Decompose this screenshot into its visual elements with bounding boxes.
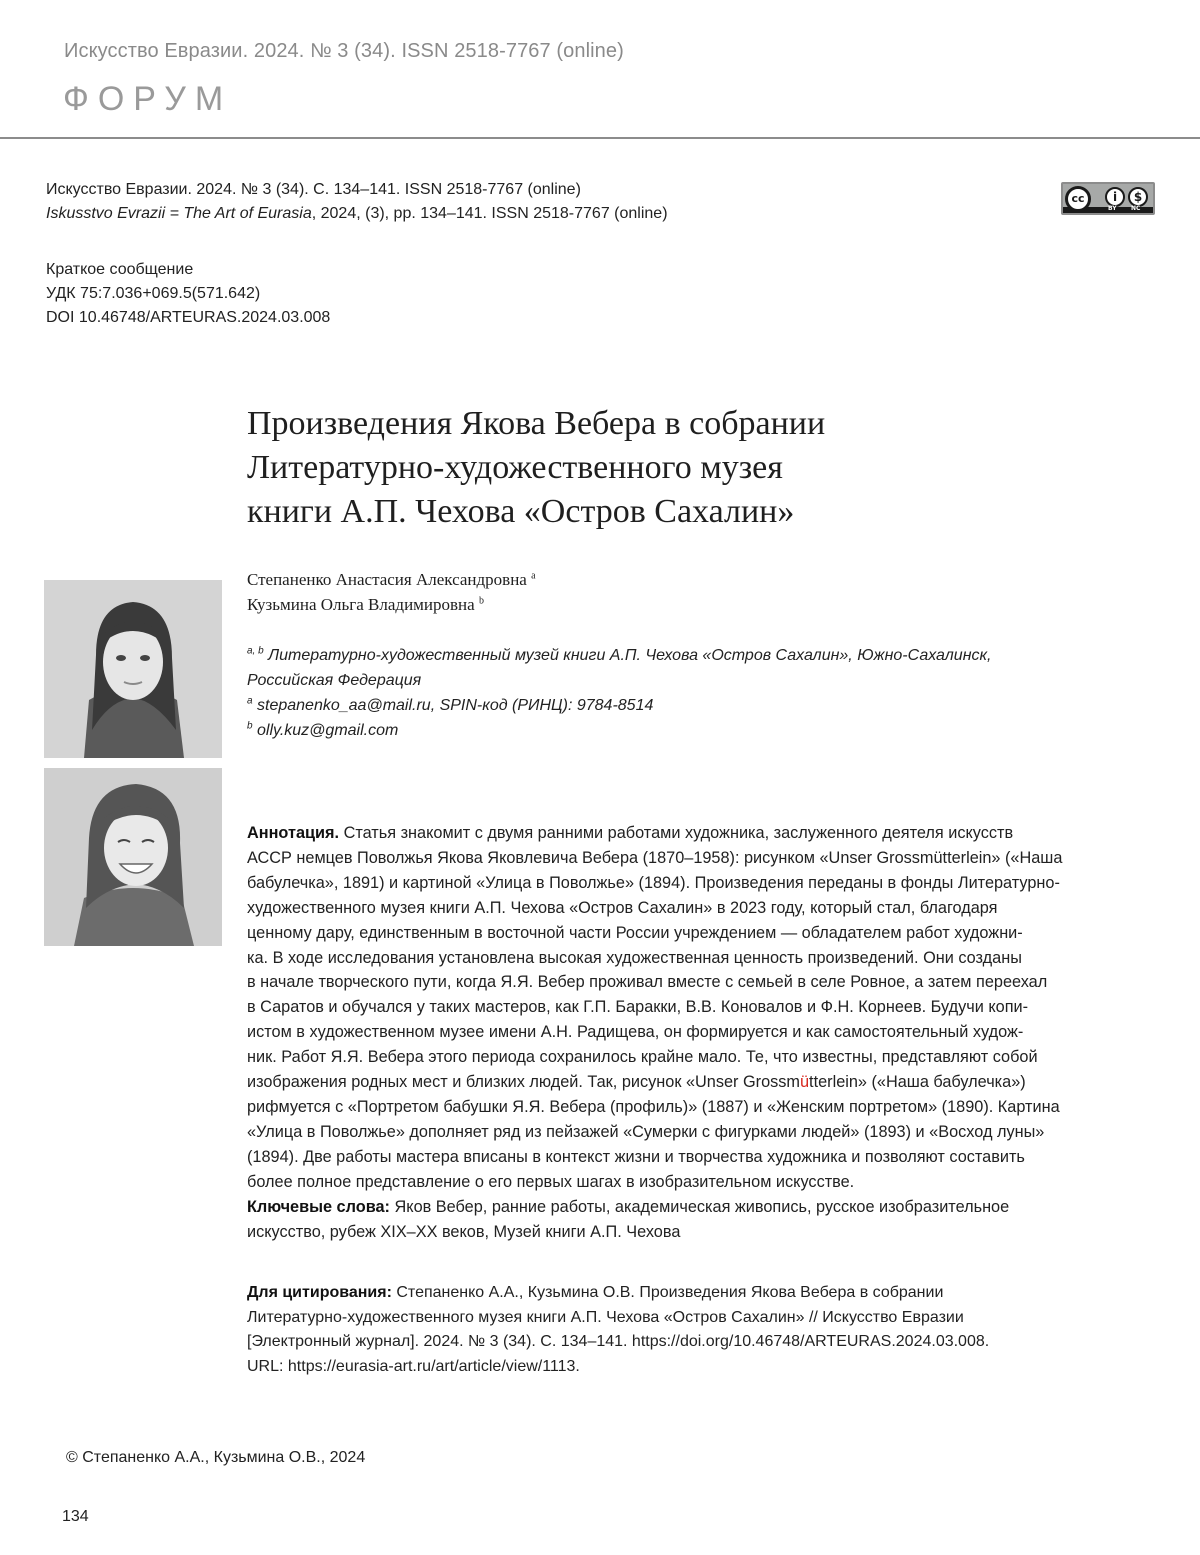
- abstract-label: Аннотация.: [247, 824, 340, 842]
- keywords-text: Яков Вебер, ранние работы, академическая живопись, русское изобразительное: [394, 1197, 1010, 1216]
- author-photo: [44, 580, 222, 758]
- citation-meta-en-journal: Iskusstvo Evrazii = The Art of Eurasia: [46, 205, 312, 222]
- affiliations: [247, 643, 992, 743]
- by-label: BY: [1108, 205, 1117, 212]
- by-person-icon: i: [1105, 187, 1125, 207]
- abstract-line: в Саратов и обучался у таких мастеров, как Г.П. Баракки, В.В. Коновалов и Ф.Н. Корнеев. Будучи копи-: [247, 998, 1029, 1017]
- abstract-line: [247, 1070, 1137, 1095]
- abstract-line: [247, 821, 1137, 846]
- abstract-line: ник. Работ Я.Я. Вебера этого периода сохранилось крайне мало. Те, что известны, представляют собой: [247, 1048, 1038, 1067]
- abstract-line: АССР немцев Поволжья Якова Яковлевича Вебера (1870–1958): рисунком «Unser Grossmütterlein» («Наша: [247, 848, 1063, 867]
- email-mark: a: [247, 695, 253, 707]
- doi: DOI 10.46748/ARTEURAS.2024.03.008: [46, 309, 331, 326]
- cc-license-badge[interactable]: [1061, 182, 1155, 215]
- udk: УДК 75:7.036+069.5(571.642): [46, 285, 261, 302]
- abstract-text: tterlein» («Наша бабулечка»): [809, 1073, 1026, 1092]
- affiliation-text: Литературно-художественный музей книги А.П. Чехова «Остров Сахалин», Южно-Сахалинск,: [268, 647, 992, 664]
- highlighted-char: ü: [799, 1073, 810, 1092]
- abstract-line: (1894). Две работы мастера вписаны в контекст жизни и творчества художника и позволяют составить: [247, 1147, 1025, 1166]
- email-mark: b: [247, 720, 253, 732]
- abstract: [247, 821, 1137, 1244]
- author-photo: [44, 768, 222, 946]
- author-affil-mark: a: [531, 570, 536, 582]
- citation-meta-en-rest: , 2024, (3), pp. 134–141. ISSN 2518-7767 (online): [311, 205, 668, 222]
- page-number: 134: [62, 1508, 89, 1525]
- keywords-label: Ключевые слова:: [247, 1197, 390, 1216]
- email-b[interactable]: olly.kuz@gmail.com: [257, 722, 399, 739]
- author-list: [247, 567, 536, 617]
- cite-label: Для цитирования:: [247, 1284, 392, 1301]
- citation-meta-en: [46, 202, 668, 226]
- cite-text: Степаненко А.А., Кузьмина О.В. Произведения Якова Вебера в собрании: [396, 1284, 944, 1301]
- article-type: Краткое сообщение: [46, 261, 194, 278]
- author-affil-mark: b: [478, 595, 484, 607]
- email-line: [247, 693, 992, 718]
- article-title: [247, 402, 1007, 534]
- abstract-line: «Улица в Поволжье» дополняет ряд из пейзажей «Сумерки с фигурками людей» (1893) и «Восход луны»: [247, 1122, 1045, 1141]
- section-label: ФОРУМ: [63, 80, 233, 118]
- email-a[interactable]: stepanenko_aa@mail.ru, SPIN-код (РИНЦ): 9784-8514: [257, 697, 654, 714]
- author-name: Кузьмина Ольга Владимировна: [247, 595, 475, 614]
- cite-line: [247, 1281, 1147, 1306]
- affiliation-line: Российская Федерация: [247, 672, 422, 689]
- cite-line[interactable]: URL: https://eurasia-art.ru/art/article/view/1113.: [247, 1357, 580, 1375]
- how-to-cite: [247, 1281, 1147, 1379]
- abstract-line: ценному дару, единственным в восточной части России учреждением — обладателем работ художни-: [247, 923, 1023, 942]
- keywords-line: искусство, рубеж XIX–XX веков, Музей книги А.П. Чехова: [247, 1222, 681, 1241]
- author-line: [247, 567, 536, 592]
- title-line: книги А.П. Чехова «Остров Сахалин»: [247, 493, 795, 530]
- author-name: Степаненко Анастасия Александровна: [247, 570, 527, 589]
- keywords-line: [247, 1195, 1137, 1220]
- header-divider: [0, 137, 1200, 139]
- email-line: [247, 718, 992, 743]
- abstract-line: в начале творческого пути, когда Я.Я. Вебер проживал вместе с семьей в селе Ровное, а затем переехал: [247, 973, 1048, 992]
- citation-meta: [46, 178, 668, 226]
- citation-meta-ru: Искусство Евразии. 2024. № 3 (34). С. 134–141. ISSN 2518-7767 (online): [46, 181, 581, 198]
- author-line: [247, 592, 536, 617]
- title-line: Литературно-художественного музея: [247, 449, 783, 486]
- abstract-text: изображения родных мест и близких людей. Так, рисунок «Unser Grossm: [247, 1073, 800, 1092]
- nc-label: NC: [1131, 205, 1141, 212]
- abstract-line: художественного музея книги А.П. Чехова «Остров Сахалин» в 2023 году, который стал, благодаря: [247, 898, 998, 917]
- copyright: © Степаненко А.А., Кузьмина О.В., 2024: [66, 1449, 366, 1466]
- cite-line: Литературно-художественного музея книги А.П. Чехова «Остров Сахалин» // Искусство Евразии: [247, 1308, 964, 1326]
- abstract-text: Статья знакомит с двумя ранними работами художника, заслуженного деятеля искусств: [343, 824, 1014, 842]
- affiliation-line: [247, 643, 992, 668]
- title-line: Произведения Якова Вебера в собрании: [247, 405, 826, 442]
- abstract-line: ка. В ходе исследования установлена высокая художественная ценность произведений. Они созданы: [247, 948, 1022, 967]
- cite-line[interactable]: [Электронный журнал]. 2024. № 3 (34). С. 134–141. https://doi.org/10.46748/ARTEURAS.2024.03.008.: [247, 1333, 990, 1350]
- affil-marks: a, b: [247, 645, 264, 657]
- nc-dollar-icon: $: [1128, 187, 1148, 207]
- abstract-line: бабулечка», 1891) и картиной «Улица в Поволжье» (1894). Произведения переданы в фонды Литературно-: [247, 873, 1060, 892]
- article-meta: [46, 258, 330, 330]
- cc-icon: cc: [1065, 186, 1091, 212]
- abstract-line: более полное представление о его первых шагах в изобразительном искусстве.: [247, 1172, 855, 1191]
- abstract-line: рифмуется с «Портретом бабушки Я.Я. Вебера (профиль)» (1887) и «Женским портретом» (1890). Картина: [247, 1097, 1060, 1116]
- journal-running-header: Искусство Евразии. 2024. № 3 (34). ISSN 2518-7767 (online): [64, 40, 624, 62]
- abstract-line: истом в художественном музее имени А.Н. Радищева, он формируется и как самостоятельный худож-: [247, 1023, 1024, 1042]
